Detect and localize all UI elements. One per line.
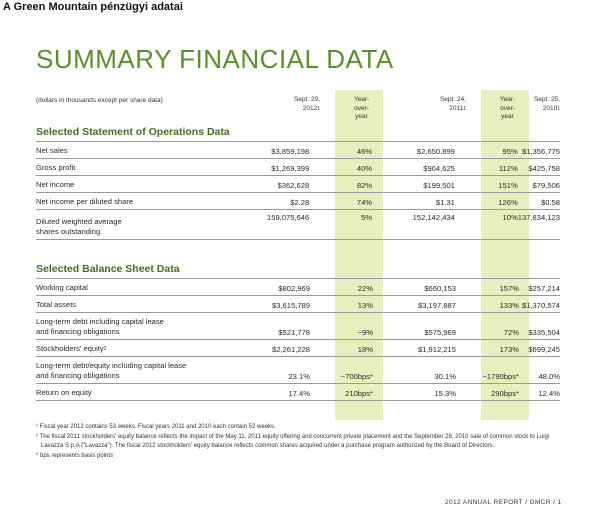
value-2011: $1,912,215 bbox=[373, 340, 456, 357]
value-2010: $1,356,775 bbox=[518, 142, 560, 159]
value-2010: 137,834,123 bbox=[518, 210, 560, 240]
operations-heading: Selected Statement of Operations Data bbox=[36, 126, 230, 138]
value-2012: 159,075,646 bbox=[225, 210, 309, 240]
balance-table bbox=[36, 278, 560, 401]
table-row bbox=[36, 176, 560, 193]
value-2011: 152,142,434 bbox=[372, 210, 455, 240]
value-2011: $199,501 bbox=[372, 176, 455, 193]
value-2012: 17.4% bbox=[226, 384, 310, 401]
value-yoy-1: 22% bbox=[310, 279, 373, 296]
value-2012: $3,615,789 bbox=[226, 296, 310, 313]
footnote-2: ² The fiscal 2011 stockholders' equity balance reflects the impact of the May 11, 2011 equity offering and concurrent private placement and the September 28, 2010 sale of common stock to Luigi Lavazza S.p.A ("Lavazza"). The fiscal 2012 stockholders' equity balance reflects common shares acquired under a purchase program authorized by the Board of Directors. bbox=[36, 434, 550, 449]
row-label: Net sales bbox=[36, 142, 225, 159]
page-footer: 2012 ANNUAL REPORT / GMCR / 1 bbox=[445, 499, 562, 506]
value-yoy-2: 10% bbox=[455, 210, 518, 240]
value-yoy-1: 18% bbox=[310, 340, 373, 357]
value-yoy-2: 157% bbox=[456, 279, 519, 296]
value-yoy-1: −9% bbox=[310, 313, 373, 340]
value-2011: $1.31 bbox=[372, 193, 455, 210]
units-note: (dollars in thousands except per share data) bbox=[36, 97, 163, 104]
table-row bbox=[36, 142, 560, 159]
value-yoy-2: 95% bbox=[455, 142, 518, 159]
value-2011: 30.1% bbox=[373, 357, 456, 384]
value-2012: 23.1% bbox=[226, 357, 310, 384]
row-label: Long-term debt including capital lease and financing obligations bbox=[36, 313, 226, 340]
column-header-yoy-1: Year- over- year bbox=[353, 96, 370, 120]
value-2011: 15.3% bbox=[373, 384, 456, 401]
value-yoy-1: 13% bbox=[310, 296, 373, 313]
table-row bbox=[36, 313, 560, 340]
value-2011: $660,153 bbox=[373, 279, 456, 296]
column-header-yoy-2: Year- over- year bbox=[499, 96, 516, 120]
table-row bbox=[36, 210, 560, 240]
value-2010: $699,245 bbox=[519, 340, 560, 357]
row-label: Return on equity bbox=[36, 384, 226, 401]
value-yoy-2: 290bps* bbox=[456, 384, 519, 401]
value-2012: $2,261,228 bbox=[226, 340, 310, 357]
value-2012: $3,859,198 bbox=[225, 142, 309, 159]
row-label: Net income per diluted share bbox=[36, 193, 225, 210]
value-2012: $1,269,399 bbox=[225, 159, 309, 176]
table-row bbox=[36, 340, 560, 357]
value-2010: $335,504 bbox=[519, 313, 560, 340]
column-header-2010: Sept. 25, 2010$^1$ bbox=[533, 96, 560, 112]
value-yoy-1: 40% bbox=[309, 159, 372, 176]
value-2012: $2.28 bbox=[225, 193, 309, 210]
row-label: Total assets bbox=[36, 296, 226, 313]
table-row bbox=[36, 384, 560, 401]
row-label: Working capital bbox=[36, 279, 226, 296]
table-row bbox=[36, 279, 560, 296]
table-row bbox=[36, 357, 560, 384]
value-yoy-2: 72% bbox=[456, 313, 519, 340]
column-header-2012: Sept. 29, 2012$^1$ bbox=[293, 96, 320, 112]
value-2012: $362,628 bbox=[225, 176, 309, 193]
image-caption: A Green Mountain pénzügyi adatai bbox=[3, 1, 183, 13]
value-yoy-1: 74% bbox=[309, 193, 372, 210]
value-yoy-2: 151% bbox=[455, 176, 518, 193]
value-2010: 48.0% bbox=[519, 357, 560, 384]
value-2011: $2,650,899 bbox=[372, 142, 455, 159]
row-label: Diluted weighted average shares outstanding bbox=[36, 210, 225, 240]
footnote-1: ¹ Fiscal year 2012 contains 53 weeks. Fiscal years 2011 and 2010 each contain 52 weeks. bbox=[36, 424, 276, 430]
value-2010: $425,758 bbox=[518, 159, 560, 176]
value-yoy-2: −1790bps* bbox=[456, 357, 519, 384]
operations-table bbox=[36, 141, 560, 240]
value-yoy-1: −700bps* bbox=[310, 357, 373, 384]
row-label: Net income bbox=[36, 176, 225, 193]
value-yoy-1: 82% bbox=[309, 176, 372, 193]
value-2010: $0.58 bbox=[518, 193, 560, 210]
value-2010: $1,370,574 bbox=[519, 296, 560, 313]
value-2012: $521,778 bbox=[226, 313, 310, 340]
value-2012: $802,969 bbox=[226, 279, 310, 296]
footnotes bbox=[36, 423, 566, 462]
page-title: SUMMARY FINANCIAL DATA bbox=[36, 44, 394, 74]
value-yoy-2: 133% bbox=[456, 296, 519, 313]
footnote-bps: * bps represents basis points bbox=[36, 452, 114, 459]
value-2011: $3,197,887 bbox=[373, 296, 456, 313]
value-2011: $904,625 bbox=[372, 159, 455, 176]
table-row bbox=[36, 296, 560, 313]
value-yoy-2: 112% bbox=[455, 159, 518, 176]
value-2011: $575,969 bbox=[373, 313, 456, 340]
value-2010: $79,506 bbox=[518, 176, 560, 193]
value-yoy-1: 210bps* bbox=[310, 384, 373, 401]
balance-heading: Selected Balance Sheet Data bbox=[36, 263, 180, 275]
row-label: Gross profit bbox=[36, 159, 225, 176]
table-row bbox=[36, 159, 560, 176]
column-header-2011: Sept. 24, 2011$^1$ bbox=[439, 96, 466, 112]
table-row bbox=[36, 193, 560, 210]
value-2010: 12.4% bbox=[519, 384, 560, 401]
value-yoy-2: 173% bbox=[456, 340, 519, 357]
value-yoy-1: 46% bbox=[309, 142, 372, 159]
value-yoy-2: 126% bbox=[455, 193, 518, 210]
value-2010: $257,214 bbox=[519, 279, 560, 296]
row-label: Long-term debt/equity including capital lease and financing obligations bbox=[36, 357, 226, 384]
value-yoy-1: 5% bbox=[309, 210, 372, 240]
row-label: Stockholders' equity$^2$ bbox=[36, 340, 226, 357]
